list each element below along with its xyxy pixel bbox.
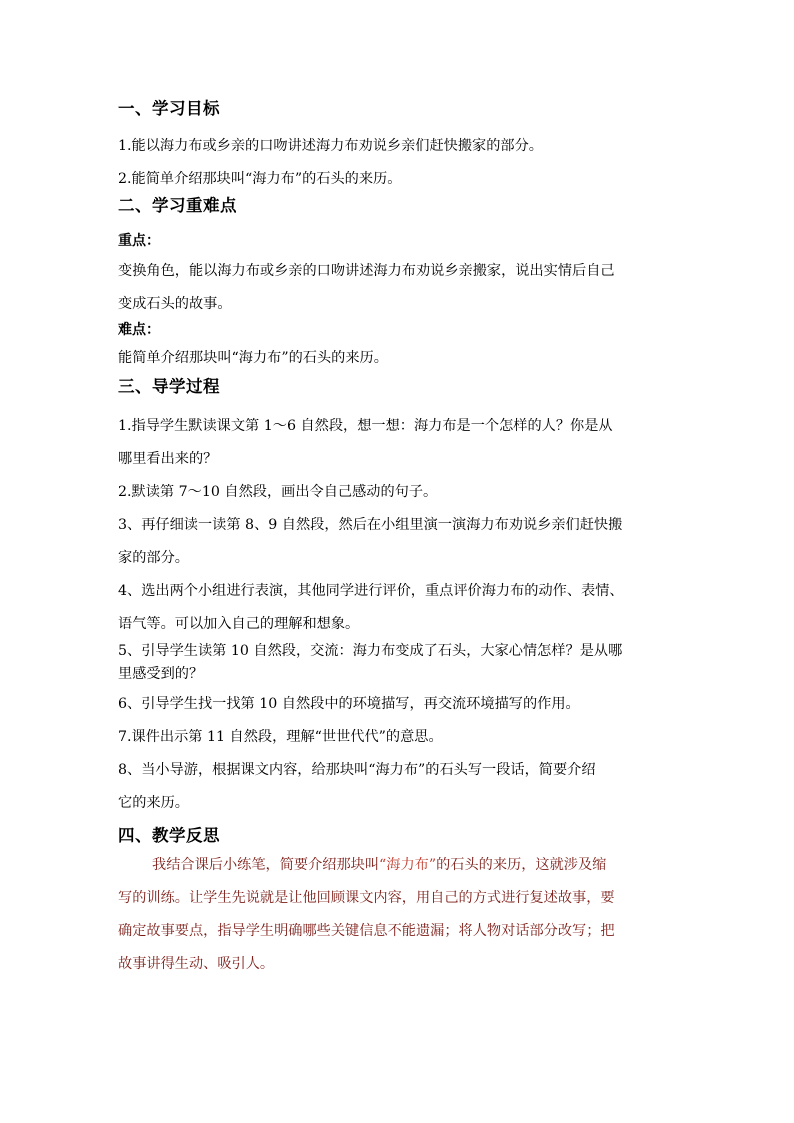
- reflection-line: 确定故事要点，指导学生明确哪些关键信息不能遗漏；将人物对话部分改写；把: [118, 923, 615, 939]
- section-key-difficult-points: [118, 195, 678, 368]
- reflection-quote: “海力布”: [379, 857, 437, 873]
- key-point-label: 重点：: [118, 233, 160, 249]
- difficult-point-label: 难点：: [118, 322, 160, 338]
- key-point-text: 变成石头的故事。: [118, 296, 232, 312]
- reflection-text: 我结合课后小练笔，简要介绍那块叫: [152, 857, 380, 873]
- process-line: 4、选出两个小组进行表演，其他同学进行评价，重点评价海力布的动作、表情、: [118, 583, 624, 599]
- reflection-text: 的石头的来历，这就涉及缩: [436, 857, 607, 873]
- key-point-text: 变换角色，能以海力布或乡亲的口吻讲述海力布劝说乡亲搬家，说出实情后自己: [118, 263, 615, 279]
- process-line: 家的部分。: [118, 550, 189, 566]
- process-line: 哪里看出来的？: [118, 451, 218, 467]
- section-title: 三、导学过程: [118, 377, 220, 396]
- section-title: 一、学习目标: [118, 99, 220, 118]
- process-line: 8、当小导游，根据课文内容，给那块叫“海力布”的石头写一段话，简要介绍: [118, 762, 596, 778]
- reflection-line: 写的训练。让学生先说就是让他回顾课文内容，用自己的方式进行复述故事，要: [118, 890, 615, 906]
- section-title: 二、学习重难点: [118, 196, 237, 215]
- process-line: 它的来历。: [118, 795, 189, 811]
- process-line: 3、再仔细读一读第 8、9 自然段，然后在小组里演一演海力布劝说乡亲们赶快搬: [118, 517, 623, 533]
- goal-item: 2.能简单介绍那块叫“海力布”的石头的来历。: [118, 171, 402, 187]
- reflection-line: 故事讲得生动、吸引人。: [118, 956, 275, 972]
- process-line: 6、引导学生找一找第 10 自然段中的环境描写，再交流环境描写的作用。: [118, 696, 580, 712]
- section-title: 四、教学反思: [118, 826, 220, 845]
- process-line: 里感受到的？: [118, 666, 204, 682]
- goal-item: 1.能以海力布或乡亲的口吻讲述海力布劝说乡亲们赶快搬家的部分。: [118, 138, 543, 154]
- process-line: 1.指导学生默读课文第 1～6 自然段，想一想：海力布是一个怎样的人？你是从: [118, 418, 613, 434]
- process-line: 2.默读第 7～10 自然段，画出令自己感动的句子。: [118, 484, 438, 500]
- section-teaching-reflection: [118, 825, 678, 974]
- difficult-point-text: 能简单介绍那块叫“海力布”的石头的来历。: [118, 350, 388, 366]
- document-page: [118, 98, 678, 974]
- reflection-line: [118, 855, 678, 875]
- process-line: 语气等。可以加入自己的理解和想象。: [118, 616, 360, 632]
- section-guided-process: [118, 376, 678, 813]
- process-line: 5、引导学生读第 10 自然段，交流：海力布变成了石头，大家心情怎样？是从哪: [118, 643, 623, 659]
- process-line: 7.课件出示第 11 自然段，理解“世世代代”的意思。: [118, 729, 443, 745]
- section-learning-goals: [118, 98, 678, 189]
